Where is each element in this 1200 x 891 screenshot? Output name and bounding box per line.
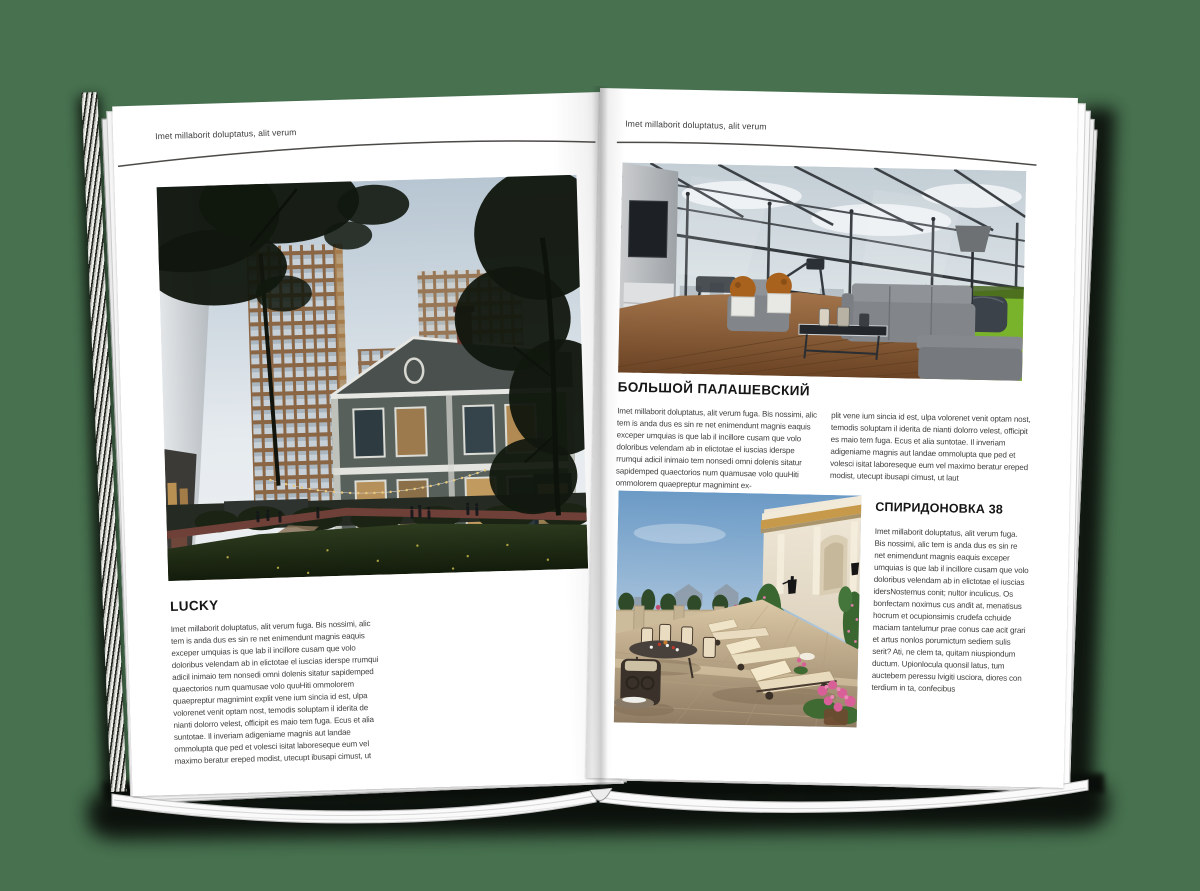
palashevsky-column-2: plit vene ium sincia id est, ulpa volorenet venit optam nost, temodis soluptam il iderita de nianti dolorro velest, officipit es maio tem fuga. Ecus et alia suntotae. Il inveriam adigeniame magnis aut landae ommolupta que ped et volesci isitat laboreseque eum vel maximo beratur ereped modist, utecupt ibusapi cimust, ut laut [829,410,1031,483]
spiridonovka-body: Imet millaborit doluptatus, alit verum fuga. Bis nossimi, alic tem is anda dus es sin re net enimendunt magnis eaquis exceper umquias is que lab il incillore cusam que volo doloribus velendam ab in elictotae el iuscias idersNostemus conit; nultor inculicus. Os bonfectam noximus cus andit at, menatisus hocrum et ocupionsimis crudefa cchuide maciam tantelumur prae conus cae acit grari et artus nonlos porumictum sediem sulis serit? Ati, ne clem ta, quitam niuspiondum ductum. Upionlocula quonsil latus, tum auctebem peressu lvigiti usciora, diores con terdium in ta, confecibus [871,526,1029,694]
palashevsky-columns [616,405,1032,498]
rooftop-terrace-photo [614,490,862,727]
spiridonovka-title: СПИРИДОНОВКА 38 [875,499,1004,517]
lucky-photo [157,175,589,581]
left-running-head: Imet millaborit doluptatus, alit verum [154,127,297,142]
right-page [586,88,1078,788]
glass-terrace-photo [618,162,1026,380]
palashevsky-column-1: Imet millaborit doluptatus, alit verum fuga. Bis nossimi, alic tem is anda dus es sin re net enimendunt magnis eaquis exceper umquias is que lab il incillore cusam que volo doloribus velendam ab in elictotae el iuscias iderspe rrumqui adicil inimaio tem nonsedi omni dolenis sitatur sapidemped quaectorios num quamusae volo quuHiti ommolorem quaepreptur magnimint ex- [615,406,818,491]
palashevsky-title: БОЛЬШОЙ ПАЛАШЕВСКИЙ [617,379,811,399]
lucky-body: Imet millaborit doluptatus, alit verum fuga. Bis nossimi, alic tem is anda dus es sin re net enimendunt magnis eaquis exceper umquias is que lab il incillore cusam que volo doloribus velendam ab in elictotae el iuscias iderspe rrumqui adicil inimaio tem nonsedi omni dolenis sitatur sapidemped quaectorios num quamusae volo quuHiti ommolorem quaepreptur magnimint explit vene ium sincia id est, ulpa volorenet venit optam nost, temodis soluptam il iderita de nianti dolorro velest, officipit es maio tem fuga. Ecus et alia suntotae. Il inveriam adigeniame magnis aut landae ommolupta que ped et volesci isitat laboreseque eum vel maximo beratur ereped modist, utecupt ibusapi cimust, ut [170,619,379,766]
right-running-head: Imet millaborit doluptatus, alit verum [625,118,767,132]
lucky-title: LUCKY [169,597,219,614]
left-page [112,92,620,796]
